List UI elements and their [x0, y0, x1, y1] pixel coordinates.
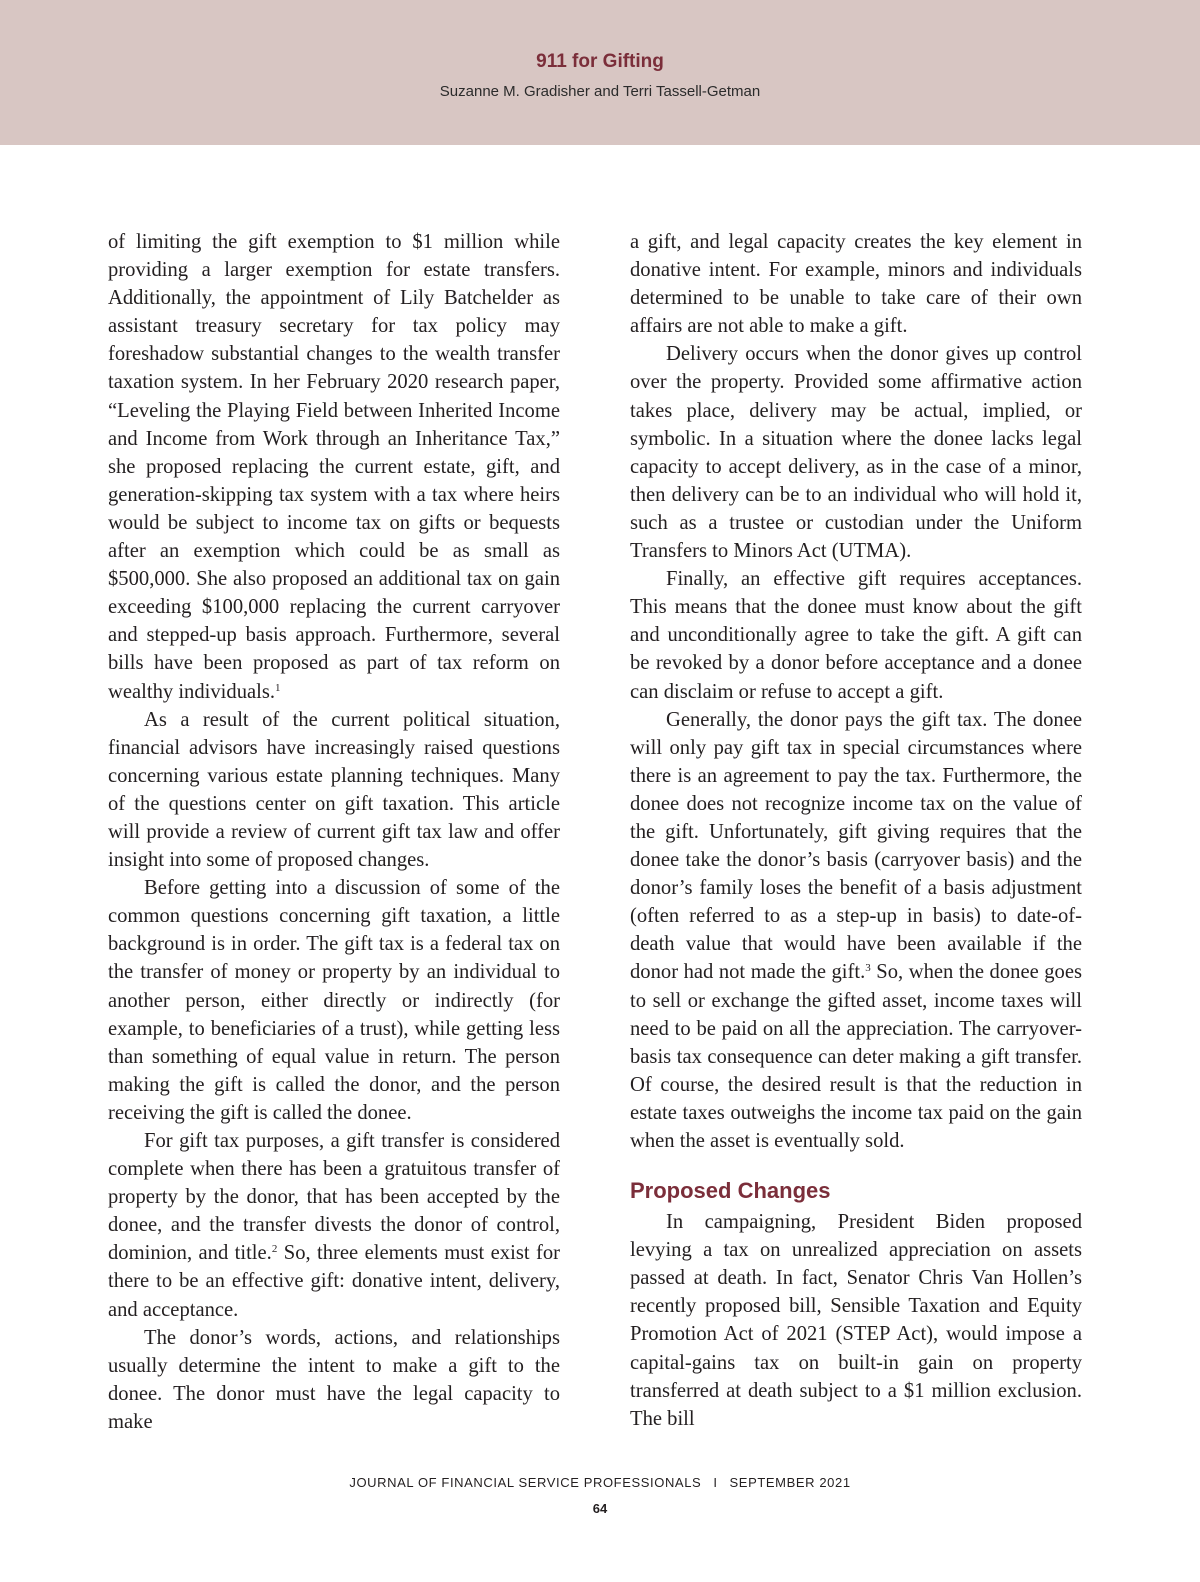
paragraph: [108, 228, 560, 706]
paragraph-text: Generally, the donor pays the gift tax. The donee will only pay gift tax in special circumstances where there is an agreement to pay the tax. Furthermore, the donee does not recognize income tax on the value of the gift. Unfortunately, gift giving requires that the donee take the donor’s basis (carryover basis) and the donor’s family loses the benefit of a basis adjustment (often referred to as a step-up in basis) to date-of-death value that would have been available if the donor had not made the gift.: [630, 708, 1082, 984]
footnote-ref: 3: [865, 962, 871, 975]
right-column: [630, 228, 1082, 1433]
journal-name: JOURNAL OF FINANCIAL SERVICE PROFESSIONALS: [349, 1475, 702, 1490]
paragraph-text: For gift tax purposes, a gift transfer is considered complete when there has been a gratuitous transfer of property by the donor, that has been accepted by the donee, and the transfer divests the donor of control, dominion, and title.: [108, 1130, 560, 1265]
article-title: 911 for Gifting: [536, 51, 664, 72]
paragraph: The donor’s words, actions, and relationships usually determine the intent to make a gift to the donee. The donor must have the legal capacity to make: [108, 1326, 560, 1433]
page-footer: [0, 1475, 1200, 1490]
page-number: 64: [592, 1501, 608, 1516]
paragraph: [108, 1127, 560, 1324]
footnote-ref: 2: [271, 1243, 278, 1256]
paragraph-text: So, when the donee goes to sell or exchange the gifted asset, income taxes will need to be paid on all the appreciation. The carryover-basis tax consequence can deter making a gift transfer. Of course, the desired result is that the reduction in estate taxes outweighs the income tax paid on the gain when the asset is eventually sold.: [630, 961, 1083, 1152]
section-heading: Proposed Changes: [630, 1178, 831, 1204]
paragraph: As a result of the current political situation, financial advisors have increasingly raised questions concerning various estate planning techniques. Many of the questions center on gift taxation. This article will provide a review of current gift tax law and offer insight into some of proposed changes.: [108, 708, 560, 872]
paragraph: Before getting into a discussion of some of the common questions concerning gift taxation, a little background is in order. The gift tax is a federal tax on the transfer of money or property by an individual to another person, either directly or indirectly (for example, to beneficiaries of a trust), while getting less than something of equal value in return. The person making the gift is called the donor, and the person receiving the gift is called the donee.: [108, 877, 560, 1124]
issue-date: SEPTEMBER 2021: [729, 1475, 851, 1490]
left-column: [108, 228, 560, 1436]
paragraph: a gift, and legal capacity creates the key element in donative intent. For example, minors and individuals determined to be unable to take care of their own affairs are not able to make a gift.: [630, 231, 1082, 338]
paragraph-text: So, three elements must exist for there to be an effective gift: donative intent, delivery, and acceptance.: [108, 1242, 560, 1321]
footnote-ref: 1: [275, 681, 281, 694]
paragraph: Finally, an effective gift requires acceptances. This means that the donee must know about the gift and unconditionally agree to take the gift. A gift can be revoked by a donor before acceptance and a donee can disclaim or refuse to accept a gift.: [630, 568, 1082, 703]
paragraph: [630, 706, 1082, 1156]
article-authors: Suzanne M. Gradisher and Terri Tassell-Getman: [439, 83, 761, 100]
paragraph-text: of limiting the gift exemption to $1 million while providing a larger exemption for estate transfers. Additionally, the appointment of Lily Batchelder as assistant treasury secretary for tax policy may foreshadow substantial changes to the wealth transfer taxation system. In her February 2020 research paper, “Leveling the Playing Field between Inherited Income and Income from Work through an Inheritance Tax,” she proposed replacing the current estate, gift, and generation-skipping tax system with a tax where heirs would be subject to income tax on gifts or bequests after an exemption which could be as small as $500,000. She also proposed an additional tax on gain exceeding $100,000 replacing the current carryover and stepped-up basis approach. Furthermore, several bills have been proposed as part of tax reform on wealthy individuals.: [108, 231, 560, 703]
paragraph: Delivery occurs when the donor gives up control over the property. Provided some affirmative action takes place, delivery may be actual, implied, or symbolic. In a situation where the donee lacks legal capacity to accept delivery, as in the case of a minor, then delivery can be to an individual who will hold it, such as a trustee or custodian under the Uniform Transfers to Minors Act (UTMA).: [630, 343, 1082, 563]
footer-separator: I: [713, 1475, 718, 1490]
paragraph: In campaigning, President Biden proposed levying a tax on unrealized appreciation on assets passed at death. In fact, Senator Chris Van Hollen’s recently proposed bill, Sensible Taxation and Equity Promotion Act of 2021 (STEP Act), would impose a capital-gains tax on built-in gain on property transferred at death subject to a $1 million exclusion. The bill: [630, 1211, 1082, 1430]
